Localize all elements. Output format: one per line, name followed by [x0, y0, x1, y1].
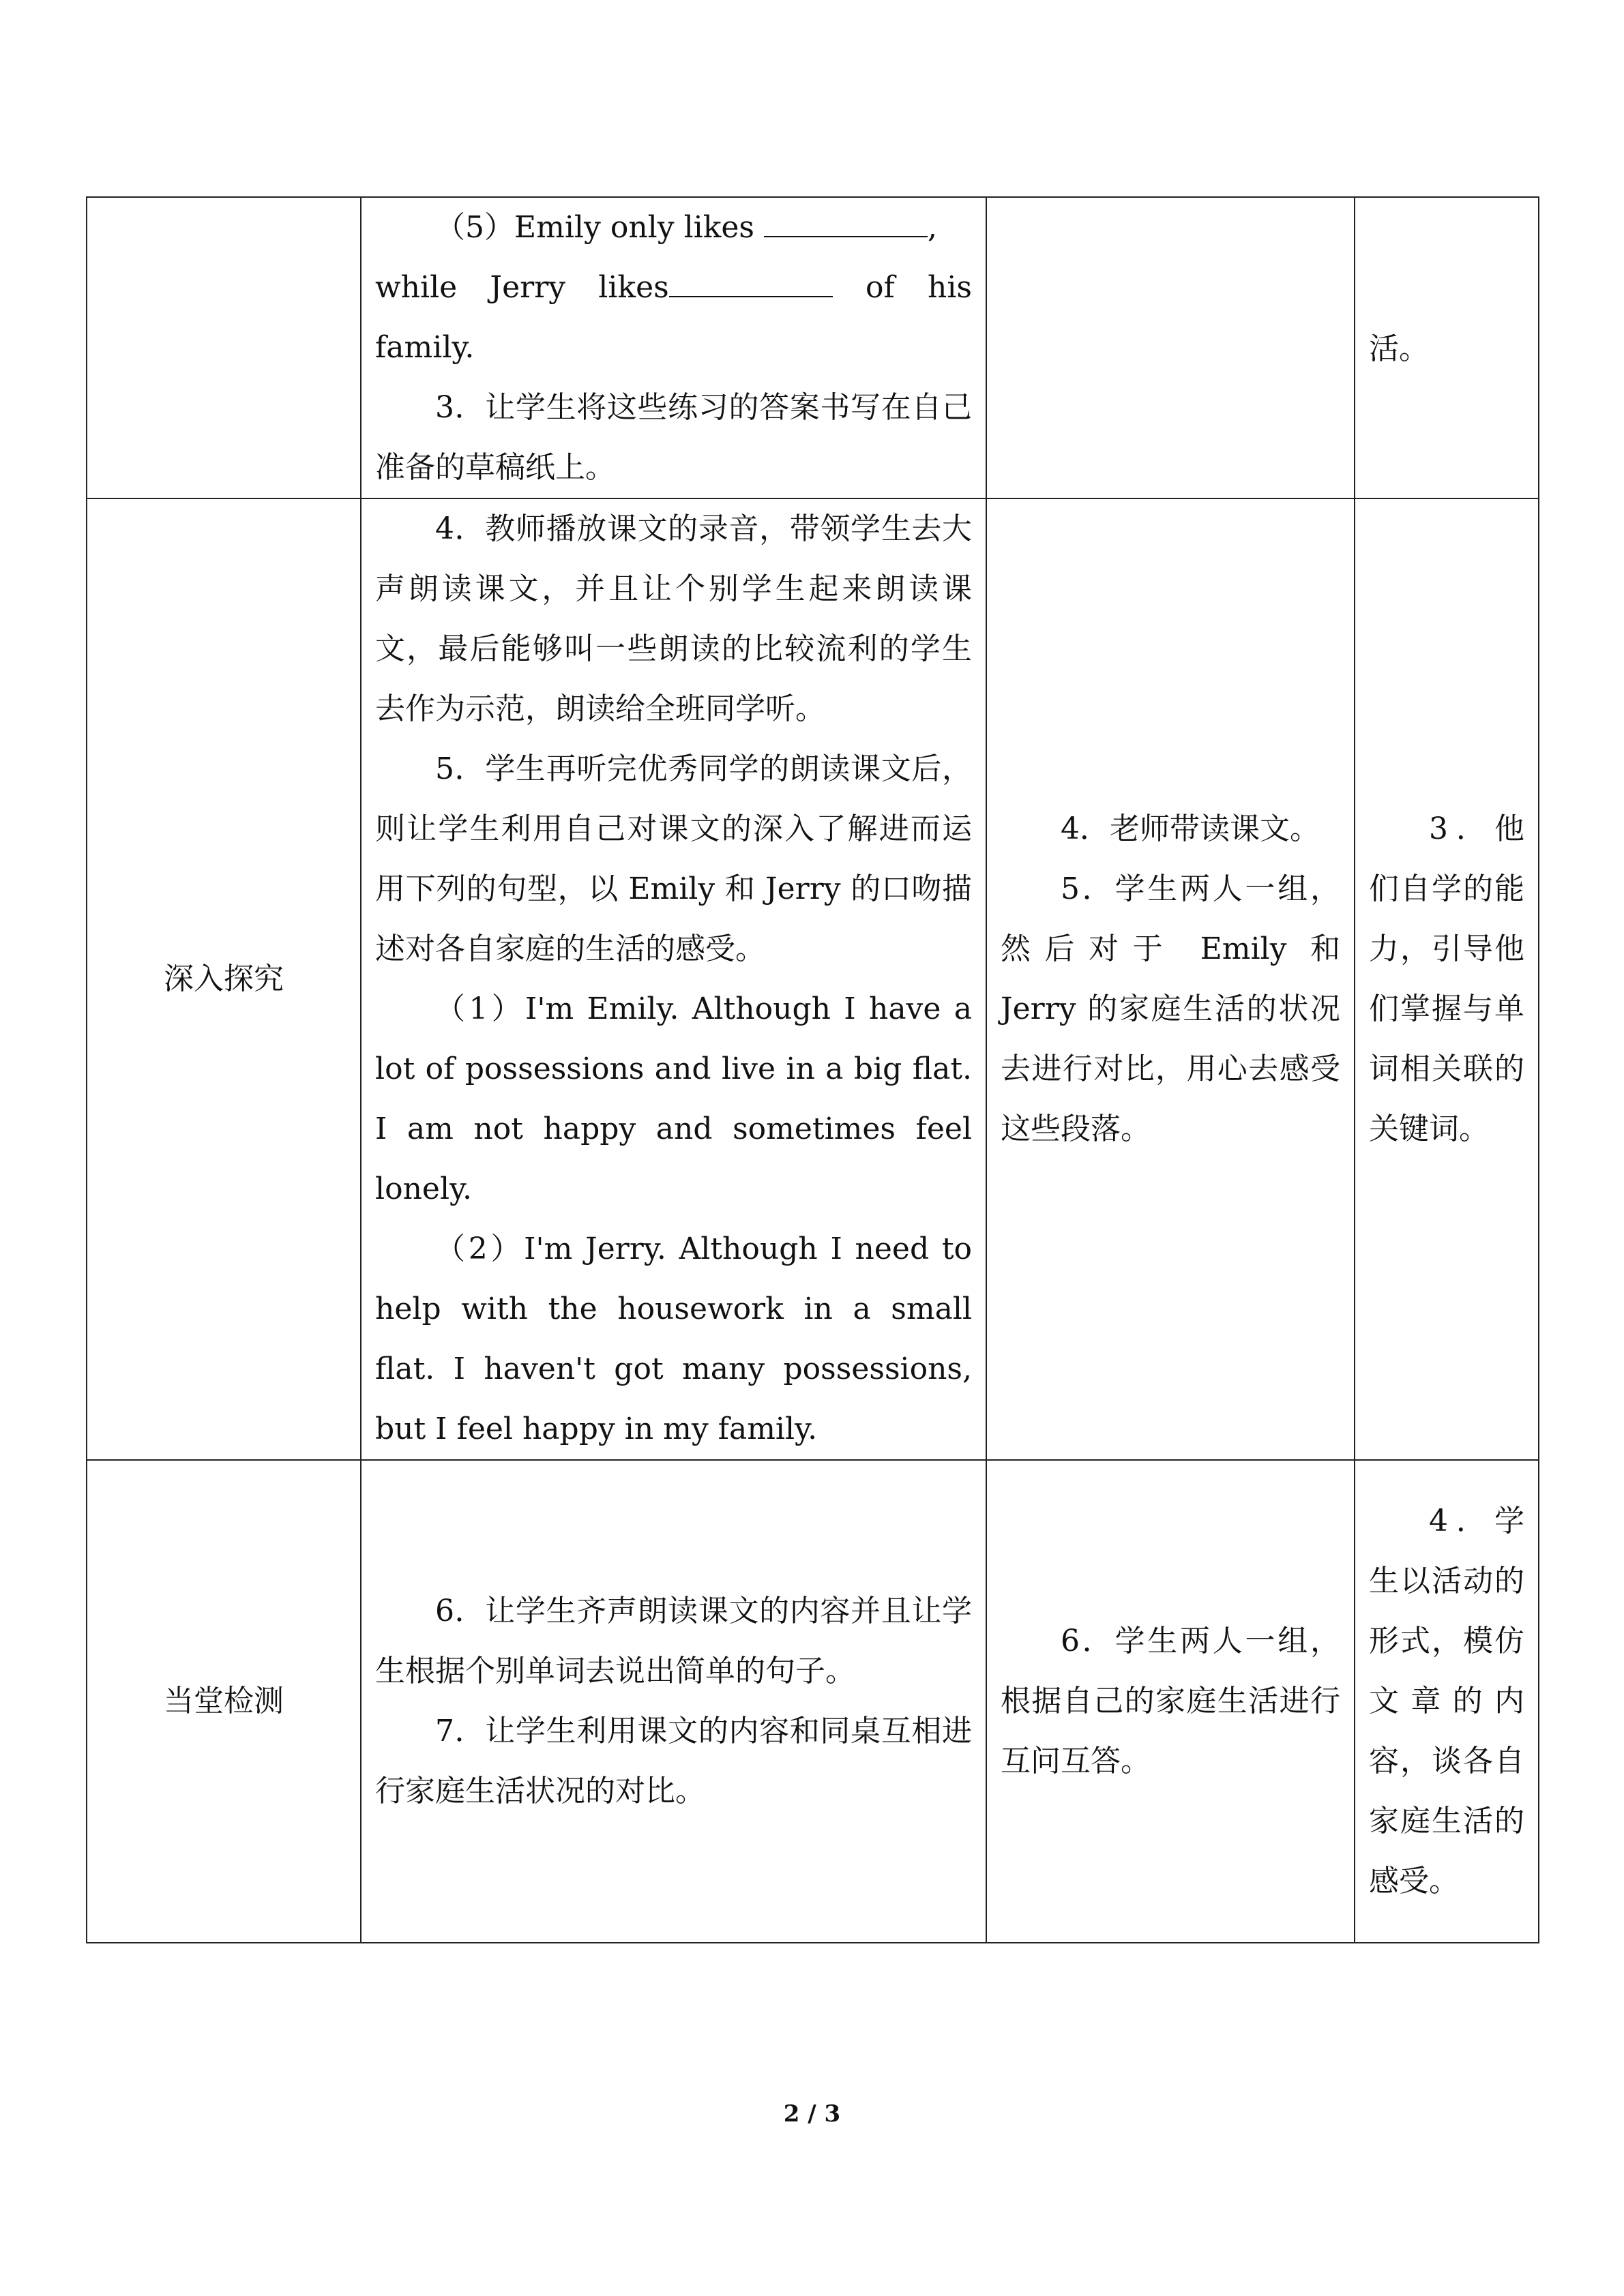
teacher-activity-cell — [361, 1460, 986, 1943]
page-number: 2 / 3 — [783, 2100, 841, 2128]
answer-blank — [669, 260, 833, 297]
teacher-step-5: 5．学生再听完优秀同学的朗读课文后，则让学生利用自己对课文的深入了解进而运用下列的句型，以 Emily 和 Jerry 的口吻描述对各自家庭的生活的感受。 — [375, 751, 972, 966]
table-row — [87, 498, 1539, 1460]
lesson-plan-table — [86, 196, 1539, 1943]
student-activity-cell — [986, 197, 1355, 498]
sentence-jerry: （2）I'm Jerry. Although I need to help with the housework in a small flat. I haven't got many possessions, but I feel happy in my family. — [375, 1232, 972, 1446]
table-row — [87, 197, 1539, 498]
answer-blank — [764, 200, 928, 237]
exercise-5-continued: while Jerry likes of his family. — [375, 258, 972, 378]
design-intent-cell — [1355, 1460, 1539, 1943]
design-intent-text: 活。 — [1369, 331, 1429, 366]
student-activity-cell — [986, 1460, 1355, 1943]
student-step-4: 4．老师带读课文。 — [1061, 811, 1320, 846]
sentence-emily: （1）I'm Emily. Although I have a lot of possessions and live in a big flat. I am not happy and sometimes feel lonely. — [375, 992, 972, 1206]
design-intent-cell — [1355, 498, 1539, 1460]
exercise-5: （5）Emily only likes , — [375, 198, 972, 258]
design-intent-text: 4．学生以活动的形式，模仿文章的内容，谈各自家庭生活的感受。 — [1369, 1504, 1524, 1898]
teacher-step-7: 7．让学生利用课文的内容和同桌互相进行家庭生活状况的对比。 — [375, 1714, 972, 1808]
teacher-activity-cell — [361, 197, 986, 498]
teacher-step-6: 6．让学生齐声朗读课文的内容并且让学生根据个别单词去说出简单的句子。 — [375, 1594, 972, 1688]
student-activity-cell — [986, 498, 1355, 1460]
stage-cell-empty — [87, 197, 361, 498]
table-row — [87, 1460, 1539, 1943]
student-step-5: 5．学生两人一组，然后对于 Emily 和 Jerry 的家庭生活的状况去进行对比，用心去感受这些段落。 — [1001, 871, 1340, 1146]
design-intent-text: 3．他们自学的能力，引导他们掌握与单词相关联的关键词。 — [1369, 811, 1524, 1146]
teacher-activity-cell — [361, 498, 986, 1460]
teacher-step-4: 4．教师播放课文的录音，带领学生去大声朗读课文，并且让个别学生起来朗读课文，最后能够叫一些朗读的比较流利的学生去作为示范，朗读给全班同学听。 — [375, 511, 972, 726]
design-intent-cell — [1355, 197, 1539, 498]
teacher-step-3: 3．让学生将这些练习的答案书写在自己准备的草稿纸上。 — [375, 390, 972, 485]
stage-cell: 深入探究 — [87, 498, 361, 1460]
stage-cell: 当堂检测 — [87, 1460, 361, 1943]
student-step-6: 6．学生两人一组，根据自己的家庭生活进行互问互答。 — [1001, 1624, 1340, 1778]
